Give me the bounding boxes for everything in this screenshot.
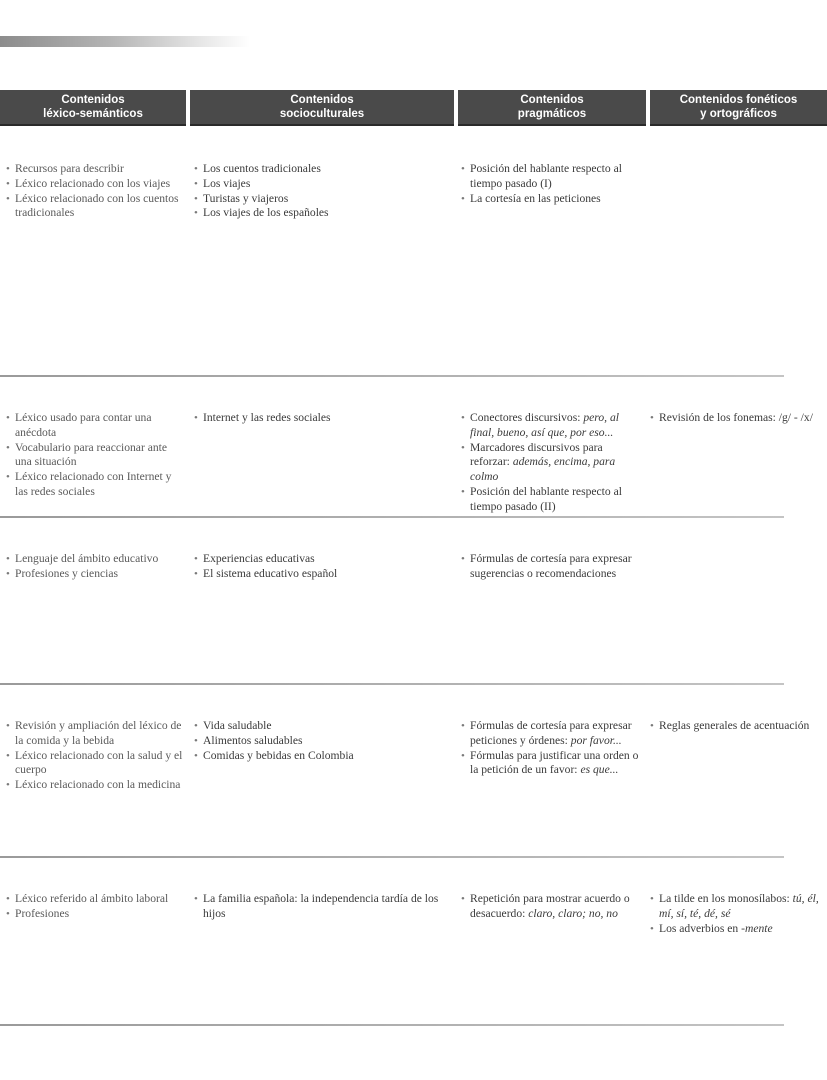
cell-lexico: [6, 552, 184, 582]
list-item: • Léxico relacionado con la medicina: [6, 778, 184, 793]
list-item: [461, 892, 645, 922]
row-divider: [0, 1024, 784, 1026]
list-item: • Vocabulario para reaccionar ante una situación: [6, 441, 184, 471]
cell-fon: [650, 719, 820, 734]
list-item: • Revisión de los fonemas: /g/ - /x/: [650, 411, 820, 426]
list-item: [461, 719, 645, 749]
row-divider: [0, 375, 784, 377]
item-text: La tilde en los monosílabos:: [659, 892, 793, 905]
cell-lexico: [6, 892, 184, 922]
top-decorative-strip: [0, 36, 250, 47]
header-text: léxico-semánticos: [43, 108, 143, 120]
list-item: • Experiencias educativas: [194, 552, 452, 567]
list-item: • Léxico relacionado con los viajes: [6, 177, 184, 192]
list-item: • Léxico relacionado con Internet y las redes sociales: [6, 470, 184, 500]
list-item: • Léxico relacionado con los cuentos tradicionales: [6, 192, 184, 222]
header-text: pragmáticos: [517, 108, 587, 120]
cell-lexico: [6, 162, 184, 221]
cell-socio: [194, 162, 452, 221]
item-text: Los adverbios en: [659, 921, 742, 935]
list-item: • Comidas y bebidas en Colombia: [194, 749, 452, 764]
list-item: • Los viajes: [194, 177, 452, 192]
cell-prag: [461, 411, 645, 515]
cell-socio: [194, 552, 452, 582]
header-foneticos-ortograficos: [650, 90, 827, 126]
item-text: Conectores discursivos:: [470, 411, 584, 424]
cell-lexico: [6, 411, 184, 500]
cell-lexico: [6, 719, 184, 793]
cell-socio: [194, 892, 452, 922]
cell-fon: [650, 411, 820, 426]
list-item: [461, 749, 645, 779]
list-item: • La familia española: la independencia tardía de los hijos: [194, 892, 452, 922]
header-text: Contenidos fonéticos: [679, 94, 798, 106]
list-item: • Posición del hablante respecto al tiempo pasado (II): [461, 485, 645, 515]
list-item: • Vida saludable: [194, 719, 452, 734]
list-item: • El sistema educativo español: [194, 567, 452, 582]
cell-fon: [650, 892, 820, 936]
item-example: es que...: [580, 763, 619, 777]
list-item: • Léxico usado para contar una anécdota: [6, 411, 184, 441]
list-item: • Profesiones y ciencias: [6, 567, 184, 582]
list-item: • Internet y las redes sociales: [194, 411, 452, 426]
list-item: • Recursos para describir: [6, 162, 184, 177]
list-item: • Léxico referido al ámbito laboral: [6, 892, 184, 907]
list-item: • Lenguaje del ámbito educativo: [6, 552, 184, 567]
list-item: • Fórmulas de cortesía para expresar sugerencias o recomendaciones: [461, 552, 645, 582]
cell-socio: [194, 719, 452, 763]
list-item: • Alimentos saludables: [194, 734, 452, 749]
header-text: Contenidos: [61, 94, 125, 106]
list-item: • Profesiones: [6, 907, 184, 922]
list-item: • Revisión y ampliación del léxico de la comida y la bebida: [6, 719, 184, 749]
header-text: socioculturales: [279, 108, 365, 120]
cell-prag: [461, 552, 645, 582]
item-text: Repetición para mostrar acuerdo o desacuerdo:: [470, 892, 630, 920]
cell-prag: [461, 892, 645, 922]
list-item: • Los viajes de los españoles: [194, 206, 452, 221]
item-text: Marcadores discursivos para reforzar:: [470, 440, 603, 469]
list-item: • Turistas y viajeros: [194, 192, 452, 207]
item-text: Fórmulas de cortesía para expresar peticiones y órdenes:: [470, 719, 632, 747]
item-example: tú, él, mí, sí, té, dé, sé: [659, 892, 819, 920]
header-text: Contenidos: [520, 94, 584, 106]
header-text: Contenidos: [290, 94, 354, 106]
list-item: • Posición del hablante respecto al tiempo pasado (I): [461, 162, 645, 192]
list-item: [650, 922, 820, 937]
cell-prag: [461, 719, 645, 778]
header-pragmaticos: [458, 90, 646, 126]
cell-socio: [194, 411, 452, 426]
item-example: -mente: [741, 921, 773, 935]
header-text: y ortográficos: [700, 108, 777, 120]
header-socioculturales: [190, 90, 454, 126]
list-item: • Los cuentos tradicionales: [194, 162, 452, 177]
item-example: claro, claro; no, no: [528, 906, 618, 920]
list-item: • La cortesía en las peticiones: [461, 192, 645, 207]
row-divider: [0, 516, 784, 518]
list-item: • Léxico relacionado con la salud y el cuerpo: [6, 749, 184, 779]
item-example: además, encima, para colmo: [470, 455, 616, 484]
list-item: • Reglas generales de acentuación: [650, 719, 820, 734]
table-header: [0, 90, 827, 126]
header-lexico-semanticos: [0, 90, 186, 126]
item-text: Fórmulas para justificar una orden o la petición de un favor:: [470, 748, 639, 777]
row-divider: [0, 856, 784, 858]
cell-prag: [461, 162, 645, 206]
list-item: [461, 441, 645, 485]
item-example: pero, al final, bueno, así que, por eso...: [470, 411, 619, 439]
list-item: [461, 411, 645, 441]
list-item: [650, 892, 820, 922]
item-example: por favor...: [570, 733, 622, 747]
row-divider: [0, 683, 784, 685]
